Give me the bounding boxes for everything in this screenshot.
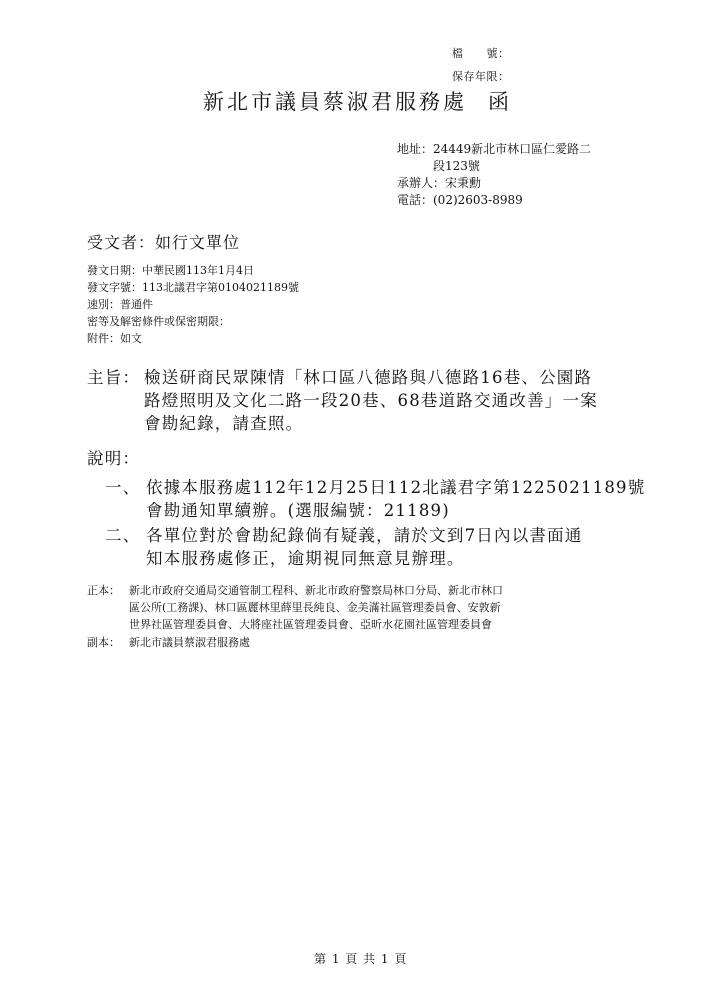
document-title: 新北市議員蔡淑君服務處	[203, 90, 467, 114]
main-recipients-label: 正本：	[87, 584, 120, 597]
explanation-item-2-line-2: 知本服務處修正，逾期視同無意見辦理。	[146, 549, 465, 568]
main-recipients-line-3: 世界社區管理委員會、大將座社區管理委員會、亞昕水花園社區管理委員會	[129, 618, 492, 631]
subject-label: 主旨：	[87, 368, 141, 387]
explanation-label: 說明：	[87, 449, 141, 468]
phone: 電話：(02)2603-8989	[397, 193, 523, 207]
retention-period-label: 保存年限：	[452, 70, 510, 83]
file-number-label: 檔 號：	[452, 47, 510, 60]
attachment: 附件：如文	[87, 332, 142, 345]
subject-line-1: 檢送研商民眾陳情「林口區八德路與八德路16巷、公園路	[144, 368, 593, 387]
subject-line-2: 路燈照明及文化二路一段20巷、68巷道路交通改善」一案	[144, 391, 598, 410]
handler: 承辦人：宋秉勳	[397, 176, 482, 190]
address-line-2: 段123號	[433, 159, 480, 173]
explanation-item-1-line-1: 依據本服務處112年12月25日112北議君字第1225021189號	[146, 478, 646, 497]
address-line-1: 地址：24449新北市林口區仁愛路二	[397, 142, 592, 156]
page-number: 第 1 頁 共 1 頁	[314, 952, 408, 966]
cc-recipients-line-1: 新北市議員蔡淑君服務處	[129, 636, 250, 649]
cc-recipients-label: 副本：	[87, 636, 120, 649]
issue-date: 發文日期：中華民國113年1月4日	[87, 264, 254, 277]
document-type: 函	[488, 90, 509, 114]
explanation-item-1-num: 一、	[105, 478, 141, 497]
main-recipients-line-1: 新北市政府交通局交通管制工程科、新北市政府警察局林口分局、新北市林口	[129, 584, 503, 597]
recipient: 受文者：如行文單位	[87, 233, 241, 252]
security-level: 密等及解密條件或保密期限：	[87, 315, 230, 328]
issue-number: 發文字號：113北議君字第0104021189號	[87, 281, 299, 294]
explanation-item-1-line-2: 會勘通知單續辦。(選服編號：21189)	[146, 501, 450, 520]
main-recipients-line-2: 區公所(工務課)、林口區麗林里薛里長純良、金美滿社區管理委員會、安敦新	[129, 601, 501, 614]
explanation-item-2-num: 二、	[105, 526, 141, 545]
subject-line-3: 會勘紀錄，請查照。	[144, 414, 304, 433]
explanation-item-2-line-1: 各單位對於會勘紀錄倘有疑義，請於文到7日內以書面通	[146, 526, 583, 545]
speed-class: 速別：普通件	[87, 298, 153, 311]
